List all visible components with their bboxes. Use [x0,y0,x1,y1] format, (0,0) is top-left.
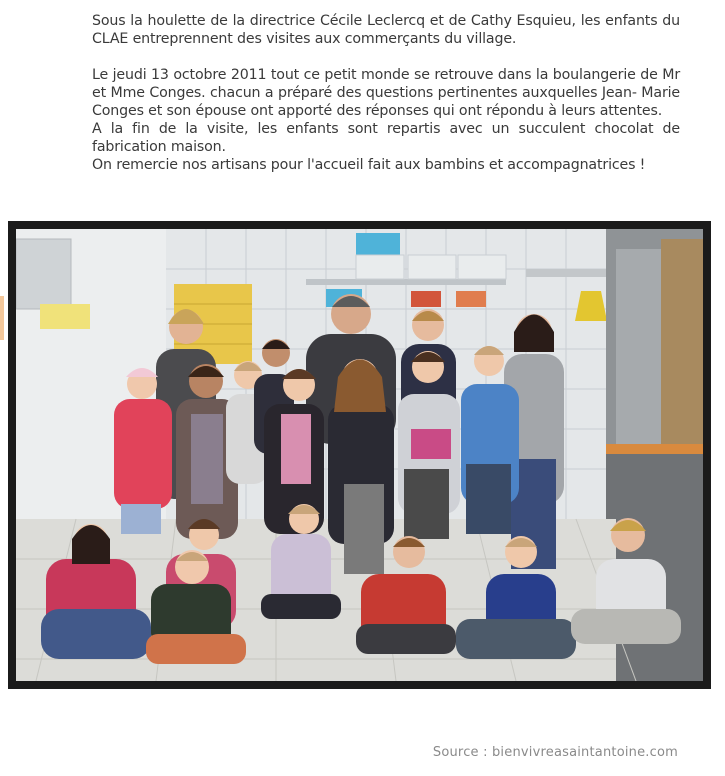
article-paragraph-intro: Sous la houlette de la directrice Cécile Leclercq et de Cathy Esquieu, les enfants du CLAE entreprennent des visites aux commerçants du village. [92,13,680,47]
page-edge-accent [0,296,4,340]
article-paragraph-thanks: On remercie nos artisans pour l'accueil fait aux bambins et accompagnatrices ! [92,157,646,173]
article-text [92,12,680,174]
group-photo [16,229,703,681]
article-paragraph-visit: Le jeudi 13 octobre 2011 tout ce petit monde se retrouve dans la boulangerie de Mr et Mme Conges. chacun a préparé des questions pertinentes auxquelles Jean- Marie Conges et son épouse ont apporté des réponses qui ont répondu à leurs attentes. [92,67,680,119]
group-photo-frame [8,221,711,689]
source-credit: Source : bienvivreasaintantoine.com [432,745,678,760]
article-paragraph-chocolate: A la fin de la visite, les enfants sont repartis avec un succulent chocolat de fabrication maison. [92,121,680,155]
